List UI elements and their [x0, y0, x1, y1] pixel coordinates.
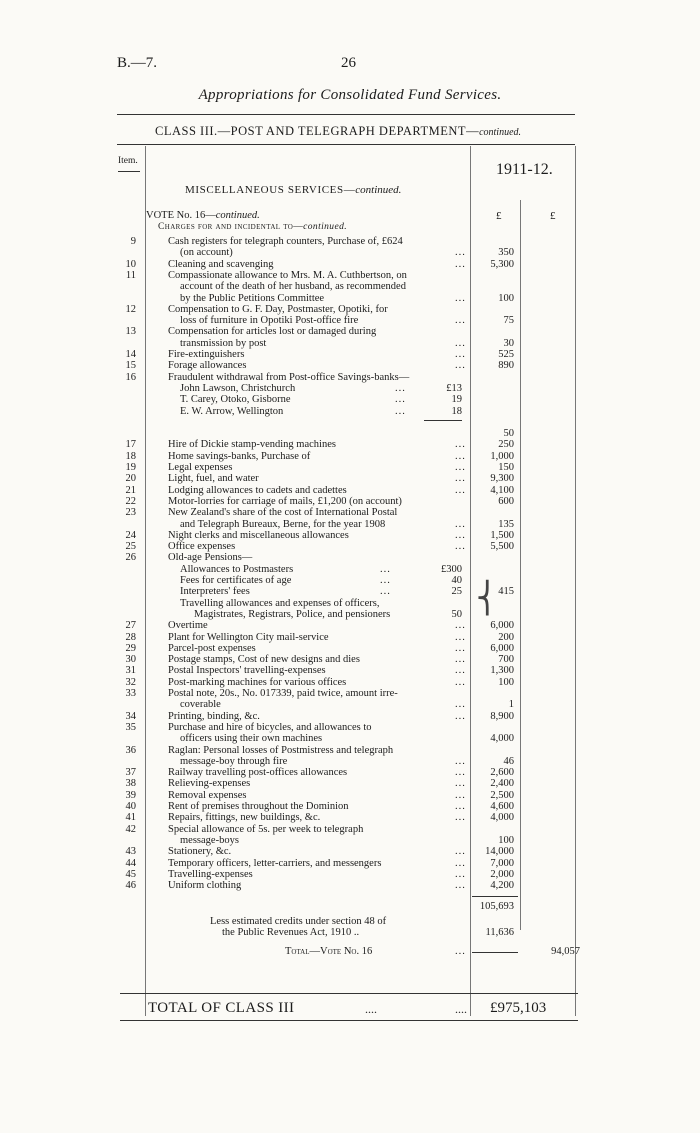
total-top-rule	[120, 993, 578, 994]
row-description: Raglan: Personal losses of Postmistress and telegraph	[168, 744, 394, 756]
row-description: Fraudulent withdrawal from Post-office Savings-banks—	[168, 371, 410, 383]
row-description: Printing, binding, &c.	[168, 710, 260, 722]
row-amount: 11,636	[485, 927, 514, 938]
sub-item-value: £13	[446, 382, 462, 394]
row-amount: 4,600	[490, 801, 514, 812]
row-amount: 46	[503, 755, 514, 767]
leader-dots: ...	[380, 586, 391, 598]
row-description: and Telegraph Bureaux, Berne, for the year 1908	[180, 518, 386, 530]
row-description: Legal expenses	[168, 462, 233, 473]
leader-dots: ...	[455, 812, 466, 824]
row-description: Plant for Wellington City mail-service	[168, 631, 329, 643]
row-description: Cash registers for telegraph counters, Purchase of, £624	[168, 236, 403, 247]
row-amount: 1,000	[490, 450, 514, 462]
item-column-header: Item.	[118, 156, 138, 166]
item-number: 21	[125, 484, 136, 496]
row-amount: 14,000	[485, 846, 514, 858]
leader-dots: ...	[455, 665, 466, 677]
brace-icon: ⎨	[476, 582, 499, 616]
year-column-header: 1911-12.	[496, 161, 553, 178]
leader-dots: ...	[455, 642, 466, 654]
leader-dots: ...	[455, 710, 466, 722]
row-amount: 1,300	[490, 665, 514, 677]
item-number: 12	[125, 303, 136, 315]
row-amount: 200	[498, 631, 514, 643]
page-number: 26	[341, 55, 356, 71]
item-number: 30	[125, 654, 136, 666]
sub-item-name: Magistrates, Registrars, Police, and pensioners	[194, 608, 391, 620]
row-description: Temporary officers, letter-carriers, and messengers	[168, 857, 382, 869]
row-description: Repairs, fittings, new buildings, &c.	[168, 812, 321, 824]
subtotal-rule	[472, 896, 518, 897]
item-number: 15	[125, 360, 136, 372]
row-description: Post-marking machines for various offices	[168, 676, 347, 688]
sub-item-name: E. W. Arrow, Wellington	[180, 405, 284, 417]
sub-item-name: T. Carey, Otoko, Gisborne	[180, 394, 291, 406]
row-amount: 100	[498, 834, 514, 846]
item-number: 45	[125, 868, 136, 880]
row-amount: 7,000	[490, 857, 514, 869]
total-dots: ....	[455, 1002, 467, 1016]
row-description: Compensation to G. F. Day, Postmaster, Opotiki, for	[168, 303, 388, 315]
section-heading: MISCELLANEOUS SERVICES—continued.	[185, 184, 402, 196]
row-description: Postal Inspectors' travelling-expenses	[168, 665, 326, 677]
row-amount: 6,000	[490, 642, 514, 654]
item-number: 10	[125, 258, 136, 270]
total-bottom-rule	[120, 1020, 578, 1021]
leader-dots: ...	[395, 394, 406, 406]
item-number: 16	[125, 371, 136, 383]
page-title: Appropriations for Consolidated Fund Services.	[198, 87, 502, 103]
item-number: 34	[125, 710, 136, 722]
class-rule	[117, 144, 575, 145]
sub-item-name: Travelling allowances and expenses of officers,	[180, 597, 380, 609]
leader-dots: ...	[455, 846, 466, 858]
total-class-label: TOTAL OF CLASS III	[148, 1000, 295, 1016]
item-column-rule	[145, 146, 146, 1016]
row-description: Stationery, &c.	[168, 846, 232, 858]
amount-column-rule-mid	[520, 200, 521, 930]
leader-dots: ...	[455, 292, 466, 304]
leader-dots: ...	[455, 473, 466, 485]
row-amount: 2,400	[490, 778, 514, 790]
leader-dots: ...	[455, 541, 466, 553]
row-description: officers using their own machines	[180, 733, 323, 745]
row-description: transmission by post	[180, 337, 267, 349]
item-number: 19	[125, 462, 136, 473]
row-amount: 525	[498, 349, 514, 360]
row-description: Home savings-banks, Purchase of	[168, 450, 311, 462]
row-description: Parcel-post expenses	[168, 642, 256, 654]
row-amount: 890	[498, 360, 514, 372]
row-amount: 5,500	[490, 541, 514, 553]
item-number: 23	[125, 507, 136, 519]
row-description: (on account)	[180, 247, 233, 259]
item-number: 42	[125, 823, 136, 835]
item-number: 29	[125, 642, 136, 654]
row-amount: 1	[508, 699, 514, 711]
row-amount: 5,300	[490, 258, 514, 270]
item-number: 32	[125, 676, 136, 688]
row-description: Forage allowances	[168, 360, 247, 372]
item-number: 24	[125, 529, 136, 541]
leader-dots: ...	[380, 575, 391, 586]
row-description: Motor-lorries for carriage of mails, £1,200 (on account)	[168, 495, 402, 507]
row-amount: 2,500	[490, 789, 514, 801]
leader-dots: ...	[455, 880, 466, 892]
leader-dots: ...	[395, 382, 406, 394]
row-description: Office expenses	[168, 541, 236, 553]
item-number: 43	[125, 846, 136, 858]
leader-dots: ...	[455, 484, 466, 496]
row-description: Postage stamps, Cost of new designs and dies	[168, 654, 360, 666]
item-number: 27	[125, 620, 136, 632]
item-number: 46	[125, 880, 136, 892]
row-amount: 100	[498, 292, 514, 304]
row-description: account of the death of her husband, as recommended	[180, 281, 406, 293]
row-description: loss of furniture in Opotiki Post-office fire	[180, 315, 359, 327]
leader-dots: ...	[455, 518, 466, 530]
item-number: 39	[125, 789, 136, 801]
row-description: message-boys	[180, 834, 239, 846]
sub-item-value: 50	[451, 608, 462, 620]
sub-item-name: Fees for certificates of age	[180, 575, 292, 586]
row-description: Light, fuel, and water	[168, 473, 259, 485]
leader-dots: ...	[455, 801, 466, 812]
leader-dots: ...	[455, 778, 466, 790]
leader-dots: ...	[455, 868, 466, 880]
leader-dots: ...	[455, 258, 466, 270]
document-reference: B.—7.	[117, 55, 158, 71]
row-description: Compensation for articles lost or damaged during	[168, 326, 377, 338]
sub-item-value: 18	[451, 405, 462, 417]
row-description: Hire of Dickie stamp-vending machines	[168, 439, 336, 451]
total-class-amount: £975,103	[490, 1000, 547, 1016]
row-description: New Zealand's share of the cost of International Postal	[168, 507, 398, 519]
item-number: 9	[130, 236, 136, 247]
row-description: Purchase and hire of bicycles, and allowances to	[168, 721, 372, 733]
row-amount: 4,100	[490, 484, 514, 496]
item-number: 26	[125, 552, 136, 564]
item-number: 31	[125, 665, 136, 677]
row-description: Postal note, 20s., No. 017339, paid twice, amount irre-	[168, 688, 398, 699]
leader-dots: ...	[455, 946, 466, 958]
row-amount: 6,000	[490, 620, 514, 632]
row-amount: 30	[503, 337, 514, 349]
total-dots: ....	[365, 1002, 377, 1016]
row-amount: 9,300	[490, 473, 514, 485]
row-description: Special allowance of 5s. per week to telegraph	[168, 823, 364, 835]
row-description: Lodging allowances to cadets and cadettes	[168, 484, 347, 496]
row-amount: 415	[498, 586, 514, 598]
row-description: Night clerks and miscellaneous allowances	[168, 529, 349, 541]
row-description: Railway travelling post-offices allowances	[168, 767, 348, 779]
pound-sign-column-2: £	[550, 210, 556, 222]
item-number: 17	[125, 439, 136, 451]
sub-total-rule	[424, 420, 462, 421]
item-header-underline	[118, 171, 140, 172]
sub-item-value: 40	[451, 575, 462, 586]
leader-dots: ...	[380, 563, 391, 575]
item-number: 44	[125, 857, 136, 869]
vote-heading: VOTE No. 16—continued.	[146, 210, 260, 221]
item-number: 37	[125, 767, 136, 779]
row-description: by the Public Petitions Committee	[180, 292, 325, 304]
leader-dots: ...	[455, 699, 466, 711]
row-amount: 4,200	[490, 880, 514, 892]
row-description: Old-age Pensions—	[168, 552, 253, 564]
total-vote-rule	[472, 952, 518, 953]
item-number: 20	[125, 473, 136, 485]
item-number: 35	[125, 721, 136, 733]
row-description: Overtime	[168, 620, 208, 632]
item-number: 33	[125, 688, 136, 699]
leader-dots: ...	[455, 247, 466, 259]
row-amount: 105,693	[479, 901, 514, 913]
row-amount: 100	[498, 676, 514, 688]
title-rule	[117, 114, 575, 115]
item-number: 22	[125, 495, 136, 507]
leader-dots: ...	[455, 755, 466, 767]
item-number: 14	[125, 349, 136, 360]
leader-dots: ...	[455, 462, 466, 473]
row-amount: 250	[498, 439, 514, 451]
row-amount: 2,000	[490, 868, 514, 880]
row-description: Cleaning and scavenging	[168, 258, 274, 270]
item-number: 38	[125, 778, 136, 790]
leader-dots: ...	[455, 450, 466, 462]
item-number: 25	[125, 541, 136, 553]
row-description: Fire-extinguishers	[168, 349, 245, 360]
row-amount: 4,000	[490, 812, 514, 824]
row-amount: 50	[503, 428, 514, 440]
sub-item-name: Interpreters' fees	[180, 586, 250, 598]
row-amount: 75	[503, 315, 514, 327]
row-description: Compassionate allowance to Mrs. M. A. Cuthbertson, on	[168, 269, 407, 281]
row-amount: 8,900	[490, 710, 514, 722]
sub-item-value: 19	[451, 394, 462, 406]
total-vote-amount: 94,057	[551, 946, 580, 958]
row-amount: 2,600	[490, 767, 514, 779]
row-description: Removal expenses	[168, 789, 247, 801]
sub-item-name: Allowances to Postmasters	[180, 563, 294, 575]
item-number: 18	[125, 450, 136, 462]
leader-dots: ...	[455, 349, 466, 360]
leader-dots: ...	[455, 360, 466, 372]
leader-dots: ...	[455, 439, 466, 451]
leader-dots: ...	[455, 676, 466, 688]
row-amount: 1,500	[490, 529, 514, 541]
row-amount: 150	[498, 462, 514, 473]
leader-dots: ...	[455, 315, 466, 327]
leader-dots: ...	[455, 631, 466, 643]
item-number: 28	[125, 631, 136, 643]
class-heading: CLASS III.—POST AND TELEGRAPH DEPARTMENT—continued.	[155, 124, 522, 138]
pound-sign-column-1: £	[496, 210, 502, 222]
leader-dots: ...	[395, 405, 406, 417]
item-number: 13	[125, 326, 136, 338]
item-number: 41	[125, 812, 136, 824]
row-description: Uniform clothing	[168, 880, 242, 892]
less-credits-text: Less estimated credits under section 48 of	[210, 915, 387, 927]
leader-dots: ...	[455, 857, 466, 869]
row-description: Travelling-expenses	[168, 868, 253, 880]
row-description: message-boy through fire	[180, 755, 288, 767]
leader-dots: ...	[455, 620, 466, 632]
sub-item-name: John Lawson, Christchurch	[180, 382, 296, 394]
amount-column-rule-right	[575, 146, 576, 1016]
row-amount: 135	[498, 518, 514, 530]
leader-dots: ...	[455, 789, 466, 801]
leader-dots: ...	[455, 529, 466, 541]
item-number: 40	[125, 801, 136, 812]
charges-heading: Charges for and incidental to—continued.	[158, 222, 347, 232]
total-vote-label: Total—Vote No. 16	[285, 946, 373, 958]
leader-dots: ...	[455, 767, 466, 779]
item-number: 11	[125, 269, 136, 281]
sub-item-value: 25	[451, 586, 462, 598]
sub-item-value: £300	[441, 563, 462, 575]
row-amount: 700	[498, 654, 514, 666]
item-number: 36	[125, 744, 136, 756]
leader-dots: ...	[455, 337, 466, 349]
row-description: Relieving-expenses	[168, 778, 251, 790]
row-description: coverable	[180, 699, 221, 711]
row-amount: 350	[498, 247, 514, 259]
row-description: Rent of premises throughout the Dominion	[168, 801, 349, 812]
less-credits-text: the Public Revenues Act, 1910 ..	[222, 927, 360, 938]
row-amount: 600	[498, 495, 514, 507]
leader-dots: ...	[455, 654, 466, 666]
row-amount: 4,000	[490, 733, 514, 745]
